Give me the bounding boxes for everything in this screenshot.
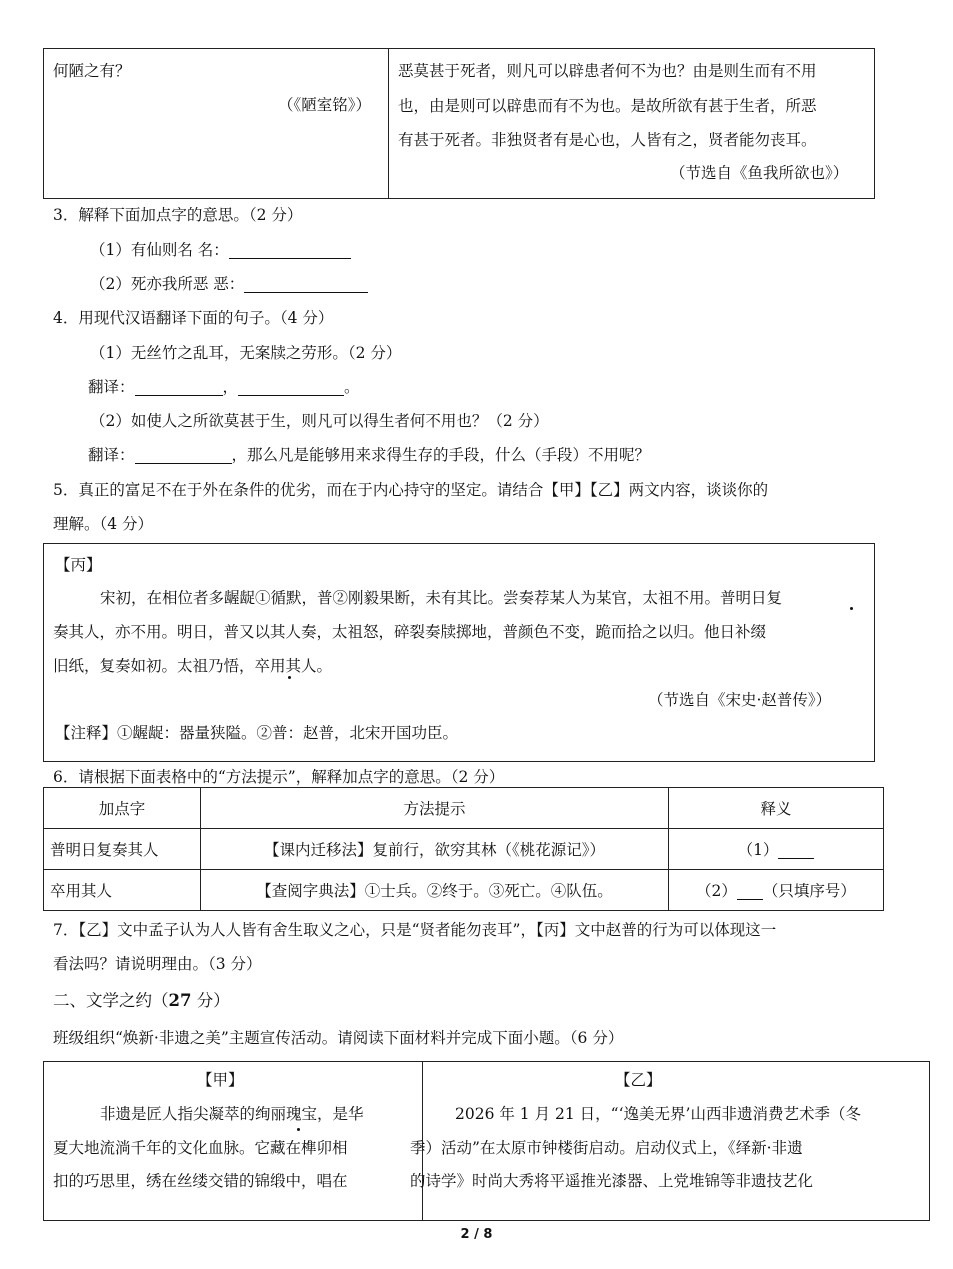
q4-translation-2-rest: ，那么凡是能够用来求得生存的手段，什么（手段）不用呢？ bbox=[231, 446, 651, 464]
top-left-source: （《陋室铭》） bbox=[278, 96, 372, 114]
jia-label: 【甲】 bbox=[197, 1071, 244, 1089]
q7-line-2: 看法吗？请说明理由。（3 分） bbox=[53, 955, 262, 973]
q4-answer-blank-2[interactable] bbox=[135, 445, 232, 464]
section-2-title-pre: 二、文学之约（ bbox=[53, 991, 169, 1010]
table-row bbox=[44, 829, 884, 870]
yi-line-1: 2026 年 1 月 21 日，“‘逸美无界’山西非遗消费艺术季（冬 bbox=[455, 1105, 861, 1123]
section-2-title-score: 27 bbox=[168, 991, 192, 1010]
q3-item-1 bbox=[90, 238, 351, 260]
yi-line-3: 的诗学》时尚大秀将平遥推光漆器、上党堆锦等非遗技艺化 bbox=[410, 1172, 814, 1190]
row2-phrase: 卒用其人 bbox=[44, 870, 201, 911]
q4-item-2: （2）如使人之所欲莫甚于生，则凡可以得生者何不用也？（2 分） bbox=[90, 412, 549, 430]
q4-translation-2 bbox=[88, 443, 650, 465]
q4-item-1: （1）无丝竹之乱耳，无案牍之劳形。（2 分） bbox=[90, 344, 402, 362]
q6-answer-blank-1[interactable] bbox=[778, 840, 814, 859]
top-left-text: 何陋之有？ bbox=[53, 62, 131, 80]
yi-line-2: 季）活动”在太原市钟楼街启动。启动仪式上，《绎新·非遗 bbox=[410, 1139, 803, 1157]
q5-line-1: 5．真正的富足不在于外在条件的优劣，而在于内心持守的坚定。请结合【甲】【乙】两文内容，谈谈你的 bbox=[53, 481, 769, 499]
jia-line-1: 非遗是匠人指尖凝萃的绚丽瑰宝，是华 bbox=[100, 1105, 364, 1123]
q6-answer-blank-2[interactable] bbox=[737, 881, 763, 900]
jia-line-3: 扣的巧思里，绣在丝缕交错的锦缎中，唱在 bbox=[53, 1172, 348, 1190]
row1-answer-label: （1） bbox=[737, 841, 779, 859]
q4-title: 4．用现代汉语翻译下面的句子。（4 分） bbox=[53, 309, 334, 327]
row1-answer-cell bbox=[669, 829, 884, 870]
passage-bing-label: 【丙】 bbox=[55, 556, 102, 574]
q3-item-1-text: （1）有仙则名 名： bbox=[90, 241, 229, 259]
q6-title: 6．请根据下面表格中的“方法提示”，解释加点字的意思。（2 分） bbox=[53, 768, 505, 786]
q4-period: 。 bbox=[344, 378, 360, 396]
q4-translation-1 bbox=[88, 375, 360, 397]
q7-line-1: 7．【乙】文中孟子认为人人皆有舍生取义之心，只是“贤者能勿丧耳”，【丙】文中赵普的行为可以体现这一 bbox=[53, 921, 777, 939]
header-method-hint: 方法提示 bbox=[201, 788, 669, 829]
table-row bbox=[44, 870, 884, 911]
top-right-line-2: 也，由是则可以辟患而有不为也。是故所欲有甚于生者，所恶 bbox=[398, 97, 817, 115]
top-right-line-1: 恶莫甚于死者，则凡可以辟患者何不为也？由是则生而有不用 bbox=[398, 62, 817, 80]
passage-bing-note: 【注释】①龌龊：器量狭隘。②普：赵普，北宋开国功臣。 bbox=[55, 724, 459, 742]
q4-comma: ， bbox=[222, 378, 239, 396]
q3-title: 3．解释下面加点字的意思。（2 分） bbox=[53, 206, 303, 224]
top-right-source: （节选自《鱼我所欲也》） bbox=[670, 164, 849, 182]
emphasis-dot-cang bbox=[297, 1128, 300, 1131]
row2-answer-cell bbox=[669, 870, 884, 911]
row2-hint: （只填序号） bbox=[762, 882, 856, 900]
header-meaning: 释义 bbox=[669, 788, 884, 829]
table-header-row bbox=[44, 788, 884, 829]
q6-method-table bbox=[43, 787, 884, 911]
passage-bing-source: （节选自《宋史·赵普传》） bbox=[648, 691, 832, 709]
q4-translation-label-2: 翻译： bbox=[88, 446, 135, 464]
emphasis-dot-zu bbox=[288, 676, 291, 679]
q4-translation-label-1: 翻译： bbox=[88, 378, 135, 396]
q3-item-2 bbox=[90, 272, 368, 294]
top-right-line-3: 有甚于死者。非独贤者有是心也，人皆有之，贤者能勿丧耳。 bbox=[398, 131, 817, 149]
section-2-title bbox=[53, 987, 230, 1011]
jia-line-2: 夏大地流淌千年的文化血脉。它藏在榫卯相 bbox=[53, 1139, 348, 1157]
row2-method: 【查阅字典法】①士兵。②终于。③死亡。④队伍。 bbox=[201, 870, 669, 911]
passage-bing-line-1: 宋初，在相位者多龌龊①循默，普②刚毅果断，未有其比。尝奏荐某人为某官，太祖不用。普明日复 bbox=[100, 589, 783, 607]
q3-answer-blank-2[interactable] bbox=[244, 274, 368, 293]
q3-answer-blank-1[interactable] bbox=[229, 240, 351, 259]
header-dotted-char: 加点字 bbox=[44, 788, 201, 829]
row1-method: 【课内迁移法】复前行，欲穷其林（《桃花源记》） bbox=[201, 829, 669, 870]
q4-answer-blank-1a[interactable] bbox=[135, 377, 223, 396]
row1-phrase: 普明日复奏其人 bbox=[44, 829, 201, 870]
row2-answer-label: （2） bbox=[696, 882, 737, 900]
emphasis-dot-fu bbox=[850, 607, 853, 610]
q4-answer-blank-1b[interactable] bbox=[238, 377, 344, 396]
q5-line-2: 理解。（4 分） bbox=[53, 515, 154, 533]
page-number: 2 / 8 bbox=[460, 1227, 493, 1242]
passage-bing-line-2: 奏其人，亦不用。明日，普又以其人奏，太祖怒，碎裂奏牍掷地，普颜色不变，跪而拾之以归。他日补缀 bbox=[53, 623, 767, 641]
section-2-title-post: 分） bbox=[191, 991, 230, 1010]
passage-bing-line-3: 旧纸，复奏如初。太祖乃悟，卒用其人。 bbox=[53, 657, 333, 675]
q3-item-2-text: （2）死亦我所恶 恶： bbox=[90, 275, 245, 293]
yi-label: 【乙】 bbox=[615, 1071, 662, 1089]
section-2-intro: 班级组织“焕新·非遗之美”主题宣传活动。请阅读下面材料并完成下面小题。（6 分） bbox=[53, 1029, 624, 1047]
